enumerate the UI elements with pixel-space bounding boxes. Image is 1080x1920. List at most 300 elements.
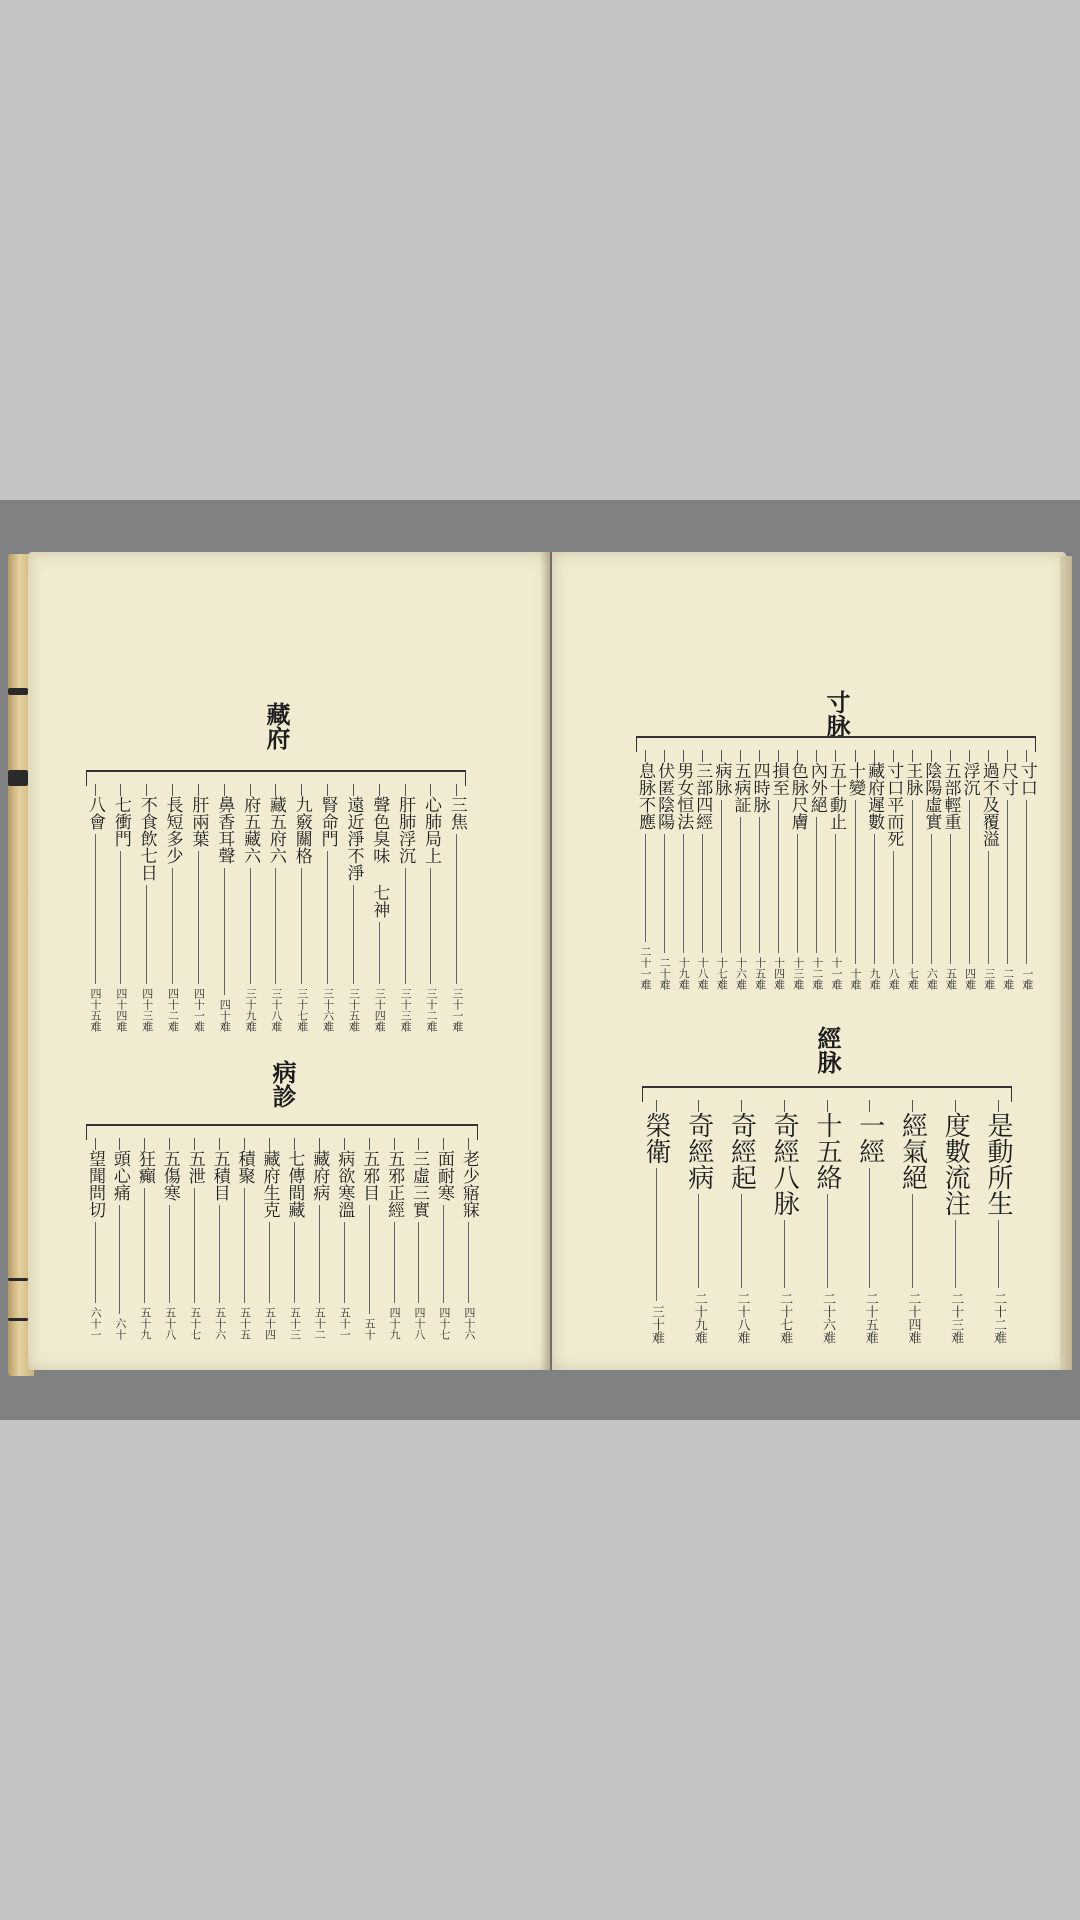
leader-line: [344, 1222, 345, 1303]
topic-column: [410, 1138, 428, 1340]
topic-column: [86, 784, 104, 1032]
chapter-number: 一难: [1020, 968, 1034, 990]
topic-column: [984, 1100, 1012, 1344]
topic-label: 榮衛: [641, 1112, 671, 1164]
topic-column: [728, 1100, 756, 1344]
leader-line: [119, 1205, 120, 1314]
chapter-number: 二十四难: [905, 1292, 921, 1344]
bracket-tick: [379, 784, 380, 796]
topic-column: [111, 1138, 129, 1340]
leader-line: [169, 1205, 170, 1303]
chapter-number: 二十七难: [777, 1292, 793, 1344]
chapter-number: 五难: [944, 968, 958, 990]
topic-column: [693, 750, 711, 990]
chapter-number: 四十七: [437, 1307, 451, 1340]
leader-line: [784, 1220, 785, 1288]
topic-label: 四時脉: [749, 762, 770, 813]
topic-label: 度數流注: [940, 1112, 971, 1216]
leader-line: [146, 885, 147, 984]
topic-label: 長短多少: [162, 796, 183, 864]
topic-column: [293, 784, 311, 1032]
open-book: [8, 548, 1076, 1382]
bracket-tick: [893, 750, 894, 762]
bracket-tick: [353, 784, 354, 796]
leader-line: [369, 1205, 370, 1314]
topic-label: 七傳間藏: [284, 1150, 305, 1218]
topic-label: 狂癲: [134, 1150, 155, 1184]
chapter-number: 四十五难: [89, 988, 102, 1032]
leader-line: [194, 1188, 195, 1303]
chapter-number: 二十难: [658, 957, 672, 990]
topic-column: [1018, 750, 1036, 990]
leader-line: [683, 834, 684, 953]
leader-line: [1026, 800, 1027, 964]
bracket-tick: [443, 1138, 444, 1150]
topic-column: [865, 750, 883, 990]
topic-label: 遠近淨不淨: [343, 796, 364, 881]
chapter-number: 六难: [925, 968, 939, 990]
topic-label: 藏府生克: [259, 1150, 280, 1218]
leader-line: [224, 868, 225, 995]
leader-line: [931, 834, 932, 964]
leader-line: [759, 817, 760, 953]
leader-line: [855, 800, 856, 964]
topic-column: [164, 784, 182, 1032]
leader-line: [740, 817, 741, 953]
bracket-tick: [702, 750, 703, 762]
chapter-number: 三十二难: [424, 988, 438, 1032]
binding-stitch: [8, 1318, 28, 1321]
bracket-tick: [698, 1100, 699, 1112]
leader-line: [893, 851, 894, 964]
zangfu-section: [86, 702, 466, 1032]
leader-line: [430, 868, 431, 984]
chapter-number: 十二难: [810, 957, 824, 990]
chapter-number: 五十六: [213, 1307, 227, 1340]
bracket-tick: [835, 750, 836, 762]
chapter-number: 五十三: [288, 1307, 302, 1340]
chapter-number: 九难: [868, 968, 882, 990]
chapter-number: 五十九: [138, 1307, 152, 1340]
bracket-tick: [95, 784, 96, 796]
bracket-tick: [759, 750, 760, 762]
chapter-number: 五十: [363, 1318, 377, 1340]
bracket-tick: [456, 784, 457, 796]
topic-column: [161, 1138, 179, 1340]
leader-line: [95, 1222, 96, 1303]
bracket-tick: [664, 750, 665, 762]
bracket-tick: [1007, 750, 1008, 762]
bracket-tick: [740, 750, 741, 762]
topic-label: 過不及覆溢: [978, 762, 999, 847]
chapter-number: 二十八难: [734, 1292, 750, 1344]
bracket-tick: [430, 784, 431, 796]
section-title: [86, 702, 466, 750]
leader-line: [645, 834, 646, 942]
topic-label: 奇經八脉: [769, 1112, 800, 1216]
chapter-number: 三十四难: [373, 988, 387, 1032]
topic-column: [813, 1100, 841, 1344]
chapter-number: 五十二: [313, 1307, 327, 1340]
topic-column: [236, 1138, 254, 1340]
bracket-tick: [418, 1138, 419, 1150]
chapter-number: 十八难: [696, 957, 710, 990]
bracket-tick: [645, 750, 646, 762]
topic-label: 三部四經: [692, 762, 713, 830]
bracket-tick: [683, 750, 684, 762]
leader-line: [456, 834, 457, 984]
chapter-number: 七难: [906, 968, 920, 990]
chapter-number: 八难: [887, 968, 901, 990]
chapter-number: 二难: [1001, 968, 1015, 990]
topic-column: [770, 750, 788, 990]
topic-column: [731, 750, 749, 990]
topic-column: [712, 750, 730, 990]
topic-column: [789, 750, 807, 990]
chapter-number: 五十四: [263, 1307, 277, 1340]
topic-column: [260, 1138, 278, 1340]
section-title-text: 寸脉: [822, 690, 851, 738]
chapter-number: 十三难: [791, 957, 805, 990]
topic-label: 面耐寒: [433, 1150, 454, 1201]
leader-line: [468, 1222, 469, 1303]
topic-column: [642, 1100, 670, 1344]
topic-label: 肝兩葉: [188, 796, 209, 847]
topic-label: 陰陽虛實: [921, 762, 942, 830]
topic-column: [655, 750, 673, 990]
topic-label: 十五絡: [812, 1112, 842, 1190]
topic-column: [941, 1100, 969, 1344]
bracket-tick: [998, 1100, 999, 1112]
topic-column: [460, 1138, 478, 1340]
bracket-tick: [275, 784, 276, 796]
chapter-number: 四十二难: [166, 988, 180, 1032]
chapter-number: 四十三难: [140, 988, 154, 1032]
topic-label: 九竅關格: [291, 796, 312, 864]
topic-label: 息脉不應: [635, 762, 655, 830]
topic-column: [770, 1100, 798, 1344]
topic-column: [112, 784, 130, 1032]
jingmai-section: [642, 1026, 1012, 1344]
chapter-number: 四十难: [218, 999, 232, 1032]
left-page: [28, 552, 550, 1370]
bracket-tick: [146, 784, 147, 796]
topic-column: [903, 750, 921, 990]
leader-line: [353, 885, 354, 984]
leader-line: [172, 868, 173, 984]
chapter-number: 十六难: [734, 957, 748, 990]
topic-label: 尺寸: [997, 762, 1018, 796]
chapter-number: 二十三难: [948, 1292, 964, 1344]
topic-column: [310, 1138, 328, 1340]
bracket-tick: [405, 784, 406, 796]
bracket-tick: [778, 750, 779, 762]
bracket-tick: [144, 1138, 145, 1150]
bracket-tick: [344, 1138, 345, 1150]
topic-label: 心肺局上: [420, 796, 441, 864]
chapter-number: 五十七: [188, 1307, 202, 1340]
topic-label: 內外絕: [806, 762, 827, 813]
topic-label: 藏府遲數: [864, 762, 885, 830]
leader-line: [250, 868, 251, 984]
chapter-number: 三十七难: [295, 988, 309, 1032]
bracket-tick: [912, 750, 913, 762]
topic-label: 腎命門: [317, 796, 338, 847]
leader-line: [95, 834, 96, 984]
chapter-number: 六十: [113, 1318, 127, 1340]
leader-line: [912, 800, 913, 964]
chapter-number: 五十一: [338, 1307, 352, 1340]
leader-line: [912, 1194, 913, 1288]
chapter-number: 三十六难: [321, 988, 335, 1032]
leader-line: [988, 851, 989, 964]
chapter-number: 二十一难: [639, 946, 652, 990]
leader-line: [827, 1194, 828, 1288]
leader-line: [741, 1194, 742, 1288]
bracket-tick: [869, 1100, 870, 1112]
topic-label: 病脉: [711, 762, 732, 796]
topic-label: 七衝門: [110, 796, 131, 847]
page-stack-edge: [1060, 556, 1072, 1370]
chapter-number: 三十八难: [269, 988, 283, 1032]
topic-label: 奇經病: [683, 1112, 714, 1190]
leader-line: [294, 1222, 295, 1303]
topic-label: 損至: [768, 762, 789, 796]
jingmai-columns: [642, 1100, 1012, 1344]
topic-column: [138, 784, 156, 1032]
chapter-number: 三十三难: [399, 988, 413, 1032]
chapter-number: 四十九: [388, 1307, 402, 1340]
section-title: [86, 1060, 478, 1108]
chapter-number: 三难: [982, 968, 996, 990]
bracket-tick: [327, 784, 328, 796]
chapter-number: 十五难: [753, 957, 767, 990]
leader-line: [379, 922, 380, 984]
section-title: [636, 690, 1036, 738]
bracket-tick: [741, 1100, 742, 1112]
leader-line: [443, 1205, 444, 1303]
chapter-number: 三十五难: [347, 988, 361, 1032]
topic-column: [241, 784, 259, 1032]
bracket-tick: [721, 750, 722, 762]
leader-line: [275, 868, 276, 984]
topic-label: 寸口: [1016, 762, 1037, 796]
topic-column: [136, 1138, 154, 1340]
binding-stitch: [8, 688, 28, 695]
topic-column: [189, 784, 207, 1032]
leader-line: [797, 834, 798, 953]
topic-column: [961, 750, 979, 990]
topic-label: 三虛三實: [408, 1150, 429, 1218]
topic-label: 病欲寒溫: [334, 1150, 355, 1218]
bracket-tick: [250, 784, 251, 796]
chapter-number: 二十二难: [991, 1292, 1006, 1344]
topic-label: 色脉尺膚: [787, 762, 808, 830]
bracket-tick: [912, 1100, 913, 1112]
bracket-tick: [198, 784, 199, 796]
chapter-number: 十七难: [715, 957, 729, 990]
topic-label: 望聞問切: [85, 1150, 105, 1218]
chapter-number: 四十一难: [192, 988, 206, 1032]
topic-label: 王脉: [902, 762, 923, 796]
topic-label: 伏匿陰陽: [654, 762, 675, 830]
topic-label: 五部輕重: [940, 762, 961, 830]
leader-line: [405, 868, 406, 984]
leader-line: [721, 800, 722, 953]
bracket-tick: [369, 1138, 370, 1150]
chapter-number: 五十八: [163, 1307, 177, 1340]
bracket-tick: [855, 750, 856, 762]
section-title: [642, 1026, 1012, 1074]
topic-label: 肝肺浮沉: [395, 796, 416, 864]
bracket-tick: [969, 750, 970, 762]
bracket-tick: [95, 1138, 96, 1150]
topic-label: 五十動止: [825, 762, 846, 830]
leader-line: [301, 868, 302, 984]
topic-column: [86, 1138, 104, 1340]
topic-column: [685, 1100, 713, 1344]
chapter-number: 四十四难: [114, 988, 128, 1032]
topic-column: [360, 1138, 378, 1340]
topic-label: 經氣絕: [897, 1112, 928, 1190]
topic-label: 鼻香耳聲: [214, 796, 235, 864]
chapter-number: 三十难: [649, 1305, 664, 1344]
topic-column: [435, 1138, 453, 1340]
topic-column: [186, 1138, 204, 1340]
topic-column: [846, 750, 864, 990]
bracket-tick: [301, 784, 302, 796]
leader-line: [698, 1194, 699, 1288]
topic-column: [422, 784, 440, 1032]
leader-line: [816, 817, 817, 953]
topic-column: [385, 1138, 403, 1340]
chapter-number: 二十五难: [862, 1292, 878, 1344]
leader-line: [702, 834, 703, 953]
leader-line: [656, 1168, 657, 1301]
leader-line: [778, 800, 779, 953]
topic-column: [674, 750, 692, 990]
bracket-tick: [950, 750, 951, 762]
topic-label: 不食飲七日: [136, 796, 157, 881]
bracket-tick: [219, 1138, 220, 1150]
topic-column: [344, 784, 362, 1032]
topic-label: 三焦: [446, 796, 467, 830]
topic-label: 男女恒法: [673, 762, 694, 830]
topic-column: [922, 750, 940, 990]
leader-line: [418, 1222, 419, 1303]
topic-column: [636, 750, 654, 990]
topic-column: [211, 1138, 229, 1340]
topic-label: 頭心痛: [109, 1150, 130, 1201]
bracket-tick: [468, 1138, 469, 1150]
bracket-tick: [120, 784, 121, 796]
topic-label: 老少寤寐: [458, 1150, 479, 1218]
bracket-tick: [269, 1138, 270, 1150]
topic-label: 是動所生: [983, 1112, 1013, 1216]
topic-label: 八會: [85, 796, 105, 830]
chapter-number: 四难: [963, 968, 977, 990]
topic-column: [942, 750, 960, 990]
bracket-tick: [294, 1138, 295, 1150]
leader-line: [144, 1188, 145, 1303]
leader-line: [244, 1188, 245, 1303]
leader-line: [319, 1205, 320, 1303]
leader-line: [874, 834, 875, 964]
cunmai-columns: [636, 750, 1036, 990]
bracket-tick: [797, 750, 798, 762]
topic-column: [999, 750, 1017, 990]
topic-label: 藏府病: [309, 1150, 330, 1201]
leader-line: [269, 1222, 270, 1303]
topic-column: [884, 750, 902, 990]
topic-label: 藏五府六: [265, 796, 286, 864]
bracket-tick: [244, 1138, 245, 1150]
chapter-number: 五十五: [238, 1307, 252, 1340]
topic-label: 五積目: [209, 1150, 230, 1201]
section-title-text: 經脉: [813, 1026, 842, 1074]
topic-column: [267, 784, 285, 1032]
binding-stitch: [8, 1278, 28, 1281]
leader-line: [394, 1222, 395, 1303]
zangfu-columns: [86, 784, 466, 1032]
chapter-number: 十九难: [677, 957, 691, 990]
chapter-number: 十一难: [829, 957, 843, 990]
chapter-number: 二十九难: [691, 1292, 707, 1344]
bracket-tick: [394, 1138, 395, 1150]
leader-line: [1007, 800, 1008, 964]
topic-column: [370, 784, 388, 1032]
bingzhen-columns: [86, 1138, 478, 1340]
bracket-tick: [194, 1138, 195, 1150]
cunmai-section: [636, 690, 1036, 990]
bracket-tick: [931, 750, 932, 762]
bracket-tick: [988, 750, 989, 762]
leader-line: [835, 834, 836, 953]
chapter-number: 四十八: [412, 1307, 426, 1340]
leader-line: [969, 800, 970, 964]
chapter-number: 六十一: [89, 1307, 102, 1340]
bracket-tick: [1026, 750, 1027, 762]
chapter-number: 四十六: [462, 1307, 476, 1340]
bracket-tick: [955, 1100, 956, 1112]
bracket-tick: [169, 1138, 170, 1150]
chapter-number: 二十六难: [820, 1292, 835, 1344]
bracket-tick: [784, 1100, 785, 1112]
topic-column: [215, 784, 233, 1032]
leader-line: [950, 834, 951, 964]
topic-label: 浮沉: [959, 762, 980, 796]
topic-column: [751, 750, 769, 990]
topic-column: [856, 1100, 884, 1344]
leader-line: [327, 851, 328, 984]
title-char-1: 藏府: [262, 702, 291, 750]
bracket-tick: [874, 750, 875, 762]
leader-line: [869, 1168, 870, 1288]
bracket-tick: [827, 1100, 828, 1112]
leader-line: [998, 1220, 999, 1288]
topic-label: 五病証: [730, 762, 751, 813]
topic-label: 五泄: [184, 1150, 205, 1184]
topic-label: 五邪正經: [384, 1150, 405, 1218]
binding-stitch: [8, 770, 28, 786]
bracket-tick: [172, 784, 173, 796]
bracket-tick: [656, 1100, 657, 1112]
bracket-tick: [119, 1138, 120, 1150]
bingzhen-section: [86, 1060, 478, 1340]
topic-label: 五邪目: [359, 1150, 380, 1201]
leader-line: [664, 834, 665, 953]
topic-label: 一經: [854, 1112, 885, 1164]
